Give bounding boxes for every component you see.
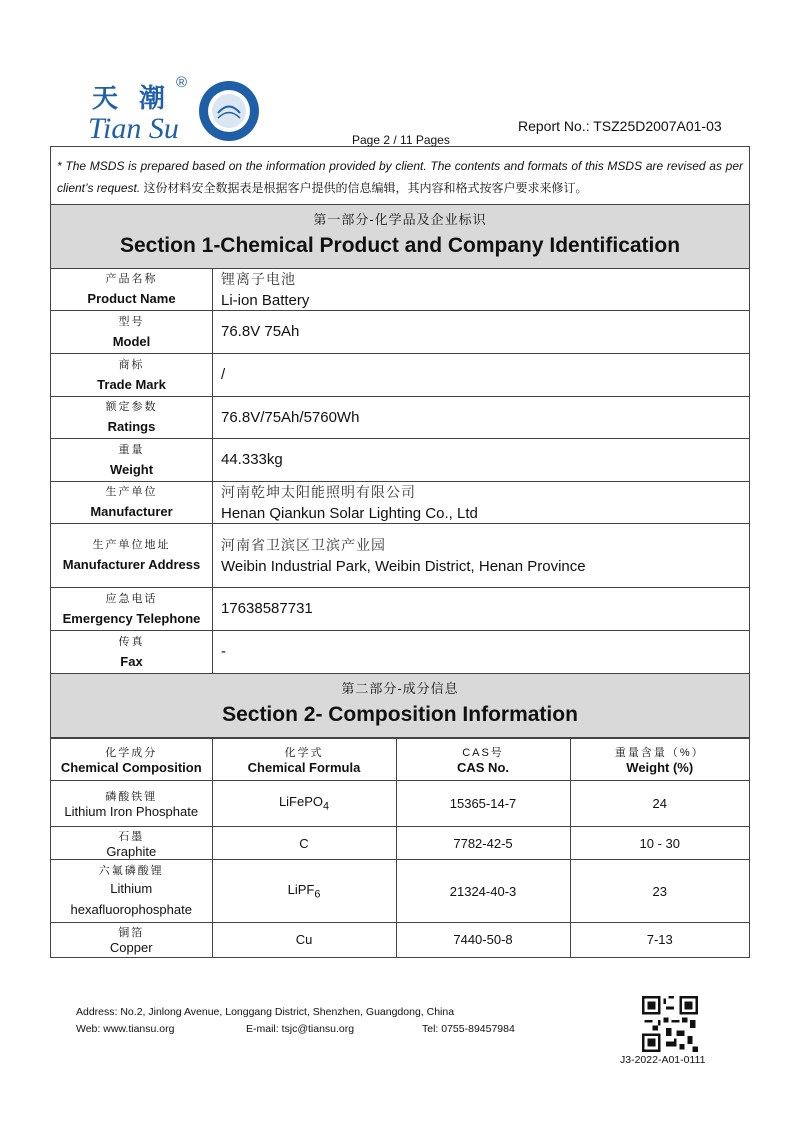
header-en: Chemical Composition [60,760,202,775]
section-2-title: Section 2- Composition Information [222,703,578,726]
label-cn: 商标 [118,358,145,371]
page-number: Page 2 / 11 Pages [352,133,450,147]
component-name-cn: 石墨 [118,830,145,843]
label-en: Model [112,333,151,349]
header-cell [570,739,749,781]
trade-mark-row [51,354,749,397]
component-name-cn: 六氟磷酸锂 [98,865,164,877]
footer-email: E-mail: tsjc@tiansu.org [246,1023,355,1035]
manufacturer-row [51,482,749,524]
value-cn: 河南乾坤太阳能照明有限公司 [221,483,416,500]
label-en: Manufacturer Address [62,557,201,572]
chemical-formula: LiPF [287,881,315,897]
footer-contact-line [76,1023,596,1040]
report-number: Report No.: TSZ25D2007A01-03 [518,118,722,134]
footer-address: Address: No.2, Jinlong Avenue, Longgang District, Shenzhen, Guangdong, China [76,1006,455,1018]
footer [76,1006,596,1040]
component-name: Graphite [106,843,157,859]
value-en: Weibin Industrial Park, Weibin District, Henan Province [221,557,586,575]
msds-form [50,146,750,958]
header-cell [396,739,570,781]
section-1-title-cn: 第一部分-化学品及企业标识 [313,212,487,227]
label-cn: 传真 [118,635,145,648]
product-name-row [51,269,749,311]
header-cn: 化学式 [284,747,324,759]
value-en: 76.8V 75Ah [221,323,300,340]
section-2-header [51,674,749,738]
document-code: J3-2022-A01-0111 [620,1054,706,1066]
footer-web: Web: www.tiansu.org [76,1023,175,1035]
section-1-title: Section 1-Chemical Product and Company Identification [119,234,681,257]
emergency-telephone-row [51,588,749,631]
section-1-header [51,205,749,269]
value-en: Li-ion Battery [221,291,310,309]
label-cn: 重量 [118,443,145,456]
header-cell [51,739,212,781]
value-en: 17638587731 [221,600,313,617]
value-en: Henan Qiankun Solar Lighting Co., Ltd [221,504,478,522]
table-row [51,781,749,827]
chemical-formula: Cu [295,932,313,948]
value-en: 44.333kg [221,451,283,468]
label-cn: 生产单位 [105,486,158,498]
formula-subscript: 6 [314,888,321,901]
label-cn: 生产单位地址 [92,539,171,551]
value-en: - [221,643,226,660]
notice-english: * The MSDS is prepared based on the information provided by client. The contents and formats of this MSDS are revised as per client’s request. [57,159,743,195]
logo-chinese-text: 天 潮 [92,84,172,114]
cas-number: 21324-40-3 [396,860,570,923]
weight-percent: 23 [570,860,749,923]
fax-row [51,631,749,674]
seal-icon [198,80,260,142]
label-en: Manufacturer [90,504,173,519]
model-row [51,311,749,354]
header-en: Chemical Formula [247,760,361,775]
footer-tel: Tel: 0755-89457984 [422,1023,515,1035]
cas-number: 7440-50-8 [396,923,570,957]
section-2-title-cn: 第二部分-成分信息 [341,681,459,696]
component-name-cn: 铜箔 [118,927,145,940]
value-en: / [221,366,226,383]
label-cn: 额定参数 [105,401,158,413]
weight-percent: 10 - 30 [570,827,749,860]
label-cn: 产品名称 [105,273,158,285]
component-name-cn: 磷酸铁锂 [105,791,158,803]
table-row [51,860,749,923]
cas-number: 15365-14-7 [396,781,570,827]
chemical-formula: C [299,835,309,851]
label-cn: 应急电话 [105,592,158,605]
logo-english-text: Tian Su [88,112,179,145]
label-en: Product Name [87,291,176,306]
component-name: Lithium Iron Phosphate [64,804,199,819]
label-en: Weight [109,461,154,477]
header-cn: 重量含量（%） [614,747,705,759]
table-header-row [51,739,749,781]
notice-chinese: 这份材料安全数据表是根据客户提供的信息编辑，其内容和格式按客户要求来修订。 [143,181,588,195]
component-name: Copper [109,940,153,956]
notice-text [51,147,749,205]
value-cn: 河南省卫滨区卫滨产业园 [221,536,386,553]
label-en: Emergency Telephone [62,610,201,626]
value-cn: 锂离子电池 [221,270,296,287]
header-cn: 化学成分 [105,747,158,759]
company-logo [88,72,263,147]
label-en: Fax [120,653,143,669]
table-row [51,827,749,860]
label-en: Ratings [107,419,156,434]
header-cell [212,739,396,781]
cas-number: 7782-42-5 [396,827,570,860]
label-en: Trade Mark [97,376,166,392]
weight-percent: 24 [570,781,749,827]
registered-mark: ® [176,74,188,91]
chemical-formula: LiFePO [278,794,324,810]
table-row [51,923,749,957]
weight-percent: 7-13 [570,923,749,957]
header-en: Weight (%) [626,760,694,775]
value-en: 76.8V/75Ah/5760Wh [221,408,360,426]
weight-row [51,439,749,482]
composition-table [51,738,749,957]
header-en: CAS No. [457,760,509,775]
label-cn: 型号 [118,315,145,328]
formula-subscript: 4 [323,800,330,813]
header-cn: CAS号 [462,747,504,759]
ratings-row [51,397,749,439]
qr-code-icon [642,996,698,1052]
manufacturer-address-row [51,524,749,588]
component-name: Lithium hexafluorophosphate [70,881,192,917]
